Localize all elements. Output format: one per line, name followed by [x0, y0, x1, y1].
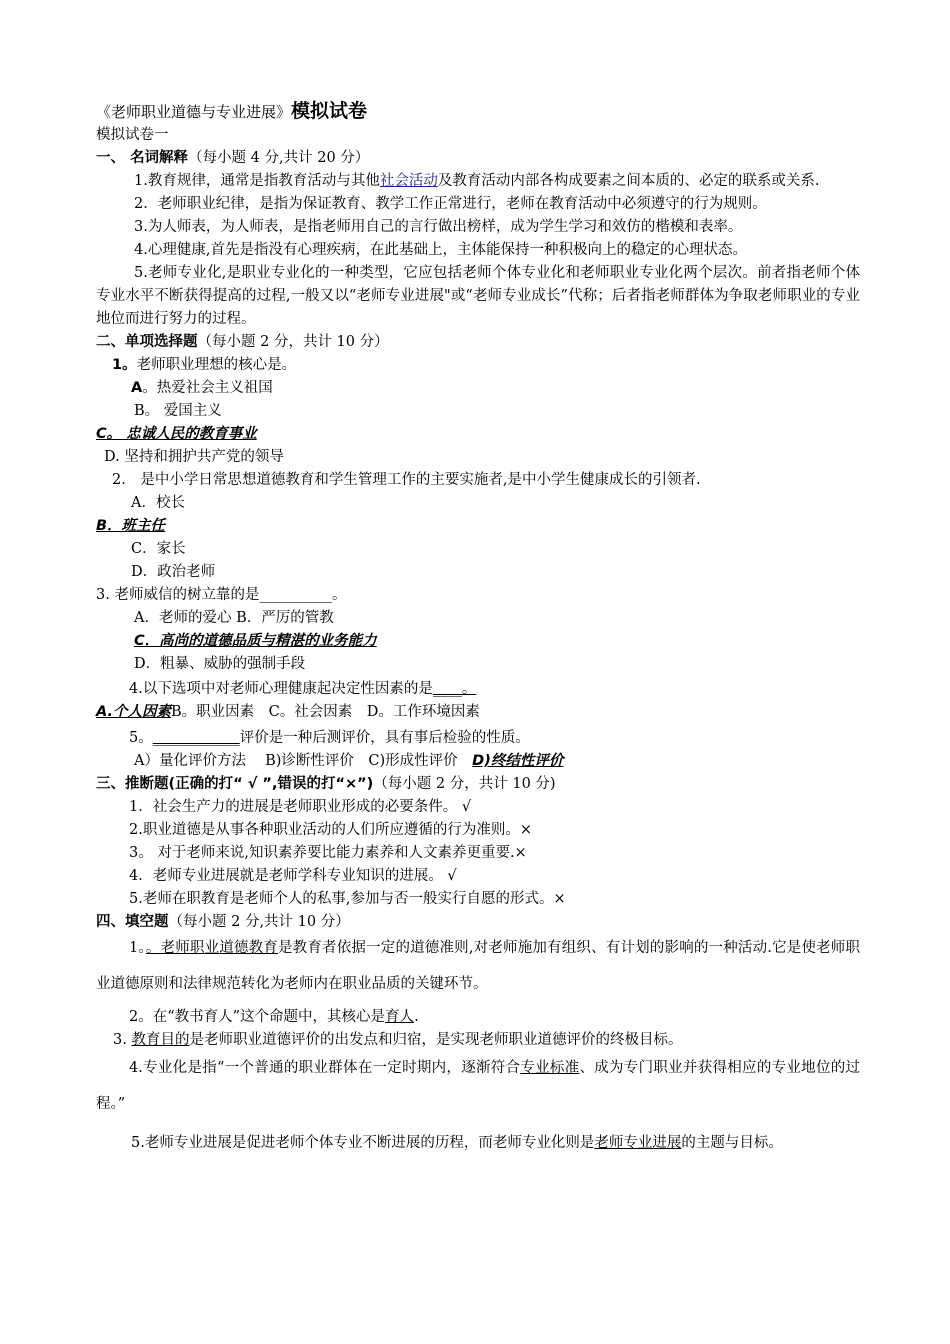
section-4-title: 四、填空题	[96, 914, 169, 930]
fill-2	[96, 1006, 860, 1029]
question-1-option-d: D. 坚持和拥护共产党的领导	[104, 449, 284, 465]
question-5-options	[96, 750, 860, 773]
title-book: 《老师职业道德与专业进展》	[96, 103, 292, 121]
fill-4	[96, 1050, 860, 1122]
question-1-option-a	[96, 377, 860, 400]
fill-4-text: 4.专业化是指“一个普通的职业群体在一定时期内，逐渐符合	[129, 1060, 521, 1076]
question-2-option-a: A．校长	[131, 495, 185, 511]
question-3-answer-c: C．高尚的道德品质与精湛的业务能力	[134, 633, 377, 649]
question-3-text: 3. 老师威信的树立靠的是	[96, 587, 260, 603]
section-1-heading	[96, 147, 860, 170]
question-3-option-d: D．粗暴、威胁的强制手段	[134, 656, 306, 672]
question-3-stem	[96, 584, 860, 607]
document-page	[96, 100, 860, 1155]
question-4-other-options: B。职业因素 C。社会因素 D。工作环境因素	[171, 704, 480, 720]
fill-1-text: 是教育者依据一定的道德准则,对老师施加有组织、有计划的影响的一种活动.它是使老师职业道德原则和法律规范转化为老师内在职业品质的关键环节。	[96, 940, 860, 992]
fill-2-text: 2。在“教书育人”这个命题中，其核心是	[129, 1009, 386, 1025]
fill-3-answer: 教育目的	[131, 1032, 190, 1048]
judgement-3: 3。 对于老师来说,知识素养要比能力素养和人文素养更重要.×	[129, 845, 527, 861]
fill-2-end: .	[414, 1009, 419, 1025]
question-4-options	[96, 701, 860, 724]
section-2-note: （每小题 2 分，共计 10 分）	[197, 334, 389, 350]
section-1-number: 一、	[96, 150, 125, 166]
question-4-blank: ____。	[432, 681, 477, 697]
fill-5	[96, 1132, 860, 1155]
judgement-5: 5.老师在职教育是老师个人的私事,参加与否一般实行自愿的形式。×	[129, 891, 566, 907]
question-5-options-text: A）量化评价方法 B)诊断性评价 C)形成性评价	[134, 753, 473, 769]
social-activity-link[interactable]: 社会活动	[379, 173, 438, 189]
fill-5-end: 的主题与目标。	[681, 1135, 783, 1151]
section-1-title: 名词解释	[130, 150, 189, 166]
fill-4-answer: 专业标准	[520, 1060, 580, 1076]
judgement-1: 1．社会生产力的进展是老师职业形成的必要条件。 √	[129, 799, 472, 815]
fill-5-answer: 老师专业进展	[594, 1135, 682, 1151]
fill-1-number: 1。	[129, 940, 146, 956]
fill-5-text: 5.老师专业进展是促进老师个体专业不断进展的历程，而老师专业化则是	[131, 1135, 595, 1151]
fill-3-number: 3.	[113, 1032, 132, 1048]
fill-1	[96, 930, 860, 1002]
definition-3: 3.为人师表，为人师表，是指老师用自己的言行做出榜样，成为学生学习和效仿的楷模和表率。	[134, 219, 743, 235]
question-3-options-ab: A．老师的爱心 B．严厉的管教	[134, 610, 334, 626]
question-1-answer-c: C。 忠诚人民的教育事业	[96, 426, 257, 442]
option-a-letter: A	[131, 380, 143, 396]
definition-2: 2．老师职业纪律，是指为保证教育、教学工作正常进行，老师在教育活动中必须遵守的行为规则。	[134, 196, 767, 212]
question-1-stem	[96, 354, 860, 377]
section-4-note: （每小题 2 分,共计 10 分）	[168, 914, 350, 930]
fill-4-end: 、成为专门职业并获得相应的专业地位的过程。”	[96, 1060, 861, 1112]
question-5-blank: ____________	[152, 730, 240, 746]
judgement-2: 2.职业道德是从事各种职业活动的人们所应遵循的行为准则。×	[129, 822, 532, 838]
fill-2-answer: 育人	[385, 1009, 415, 1025]
question-5-stem	[96, 727, 860, 750]
question-2-stem: 2． 是中小学日常思想道德教育和学生管理工作的主要实施者,是中小学生健康成长的引领者.	[112, 472, 701, 488]
fill-1-answer: 。老师职业道德教育	[145, 940, 278, 956]
question-1-text: 老师职业理想的核心是。	[136, 357, 297, 373]
question-3-end: 。	[331, 587, 347, 603]
definition-5: 5.老师专业化,是职业专业化的一种类型，它应包括老师个体专业化和老师职业专业化两个层次。前者指老师个体专业水平不断获得提高的过程,一般又以“老师专业进展"或“老师专业成长”代称；后者指老师群体为争取老师职业的专业地位而进行努力的过程。	[96, 265, 860, 327]
definition-1-text: 1.教育规律，通常是指教育活动与其他	[134, 173, 380, 189]
definition-1	[96, 170, 860, 193]
section-3-note: （每小题 2 分，共计 10 分)	[373, 776, 556, 792]
question-3-blank: __________	[259, 587, 332, 603]
judgement-4: 4．老师专业进展就是老师学科专业知识的进展。 √	[129, 868, 457, 884]
document-subtitle: 模拟试卷一	[96, 127, 169, 143]
question-2-option-d: D．政治老师	[131, 564, 216, 580]
definition-1-text-end: 及教育活动内部各构成要素之间本质的、必定的联系或关系.	[437, 173, 820, 189]
document-title	[96, 100, 860, 124]
section-3-title: 三、推断题(正确的打“ √ ”,错误的打“×”)	[96, 776, 374, 792]
section-1-note: （每小题 4 分,共计 20 分）	[188, 150, 370, 166]
option-a-text: 。热爱社会主义祖国	[142, 380, 273, 396]
section-2-title: 二、单项选择题	[96, 334, 198, 350]
question-2-answer-b: B．班主任	[96, 518, 166, 534]
fill-3	[96, 1029, 860, 1052]
question-2-option-c: C．家长	[131, 541, 186, 557]
question-4-answer-a: A.个人因素	[96, 704, 171, 720]
title-main: 模拟试卷	[291, 100, 368, 122]
question-5-text: 评价是一种后测评价，具有事后检验的性质。	[239, 730, 530, 746]
question-1-option-b: B。 爱国主义	[134, 403, 222, 419]
section-2-heading	[96, 331, 860, 354]
question-5-number: 5。	[129, 730, 153, 746]
question-5-answer-d: D)终结性评价	[472, 753, 564, 769]
fill-3-text: 是老师职业道德评价的出发点和归宿，是实现老师职业道德评价的终极目标。	[189, 1032, 683, 1048]
section-3-heading	[96, 773, 860, 796]
question-4-text: 4.以下选项中对老师心理健康起决定性因素的是	[129, 681, 433, 697]
definition-4: 4.心理健康,首先是指没有心理疾病，在此基础上，主体能保持一种积极向上的稳定的心理状态。	[134, 242, 747, 258]
question-4-stem	[96, 678, 860, 701]
question-1-number: 1。	[112, 357, 137, 373]
